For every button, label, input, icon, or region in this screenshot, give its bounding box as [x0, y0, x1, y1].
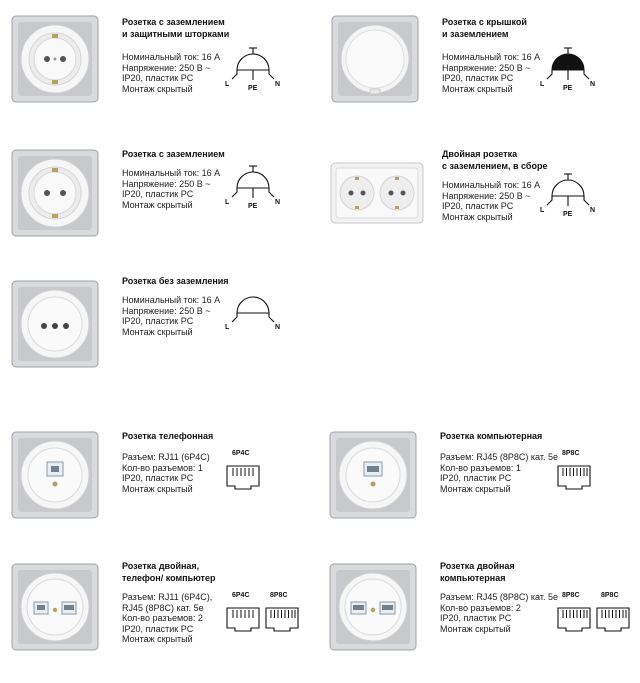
product-double-schuko [330, 148, 630, 258]
label-pe: PE [248, 203, 258, 210]
product-phone [10, 430, 310, 540]
label-n: N [590, 207, 596, 214]
connector-label: 6P4C [232, 592, 250, 599]
rj-connector-icon [225, 604, 261, 632]
socket-ground-symbol-filled [540, 42, 596, 94]
rj-connector-icon [556, 604, 592, 632]
label-l: L [540, 207, 545, 214]
product-title: Розетка компьютерная [440, 431, 543, 441]
label-l: L [540, 81, 545, 88]
label-n: N [590, 81, 596, 88]
connector-label: 8P8C [270, 592, 288, 599]
connector-label: 8P8C [562, 592, 580, 599]
rj-connector-icon [264, 604, 300, 632]
socket-image-computer [328, 430, 418, 520]
product-specs: Номинальный ток: 16 А Напряжение: 250 В ~ IP20, пластик PC Монтаж скрытый [122, 52, 221, 94]
product-specs: Разъем: RJ45 (8P8C) кат. 5е Кол-во разъемов: 1 IP20, пластик PC Монтаж скрытый [440, 452, 558, 494]
product-schuko-lid [330, 12, 630, 122]
product-specs: Разъем: RJ45 (8P8C) кат. 5е Кол-во разъемов: 2 IP20, пластик PC Монтаж скрытый [440, 592, 558, 634]
label-pe: PE [248, 85, 258, 92]
product-title: Розетка двойная компьютерная [440, 561, 515, 583]
product-title: Розетка двойная, телефон/ компьютер [122, 561, 216, 583]
rj-connector-icon [225, 462, 261, 490]
product-specs: Номинальный ток: 16 А Напряжение: 250 В ~ IP20, пластик PC Монтаж скрытый [122, 295, 221, 337]
socket-image-double-computer [328, 562, 418, 652]
socket-image-double-schuko [330, 162, 424, 224]
product-specs: Номинальный ток: 16 А Напряжение: 250 В ~ IP20, пластик PC Монтаж скрытый [122, 168, 221, 210]
connector-label: 6P4C [232, 450, 250, 457]
socket-image-phone-computer [10, 562, 100, 652]
label-l: L [225, 81, 230, 88]
product-specs: Разъем: RJ11 (6P4C) Кол-во разъемов: 1 IP20, пластик PC Монтаж скрытый [122, 452, 210, 494]
product-title: Розетка с крышкой и заземлением [442, 17, 527, 39]
label-l: L [225, 199, 230, 206]
product-title: Розетка с заземлением и защитными шторками [122, 17, 230, 39]
socket-image-schuko-lid [330, 14, 420, 104]
product-title: Розетка без заземления [122, 276, 229, 286]
connector-label: 8P8C [601, 592, 619, 599]
socket-image-no-ground [10, 279, 100, 369]
rj-connector-icon [595, 604, 631, 632]
product-specs: Разъем: RJ11 (6P4C), RJ45 (8P8C) кат. 5е Кол-во разъемов: 2 IP20, пластик PC Монтаж скрытый [122, 592, 213, 644]
product-double-computer [328, 560, 638, 675]
product-schuko [10, 148, 310, 258]
socket-ground-symbol [225, 42, 281, 94]
product-title: Розетка с заземлением [122, 149, 225, 159]
label-n: N [275, 81, 281, 88]
product-schuko-shutters [10, 12, 310, 122]
product-specs: Номинальный ток: 16 А Напряжение: 250 В ~ IP20, пластик PC Монтаж скрытый [442, 180, 541, 222]
label-l: L [225, 324, 230, 331]
product-phone-computer [10, 560, 320, 675]
label-pe: PE [563, 85, 573, 92]
socket-ground-symbol [540, 168, 596, 220]
label-n: N [275, 199, 281, 206]
product-specs: Номинальный ток: 16 А Напряжение: 250 В ~ IP20, пластик PC Монтаж скрытый [442, 52, 541, 94]
label-n: N [275, 324, 281, 331]
socket-ground-symbol [225, 160, 281, 212]
product-title: Розетка телефонная [122, 431, 214, 441]
product-title: Двойная розетка с заземлением, в сборе [442, 149, 548, 171]
socket-symbol [225, 291, 281, 335]
socket-image-schuko [10, 148, 100, 238]
product-no-ground [10, 275, 310, 385]
product-computer [328, 430, 633, 540]
socket-image-schuko-shutters [10, 14, 100, 104]
socket-image-phone [10, 430, 100, 520]
rj-connector-icon [556, 462, 592, 490]
label-pe: PE [563, 211, 573, 218]
connector-label: 8P8C [562, 450, 580, 457]
